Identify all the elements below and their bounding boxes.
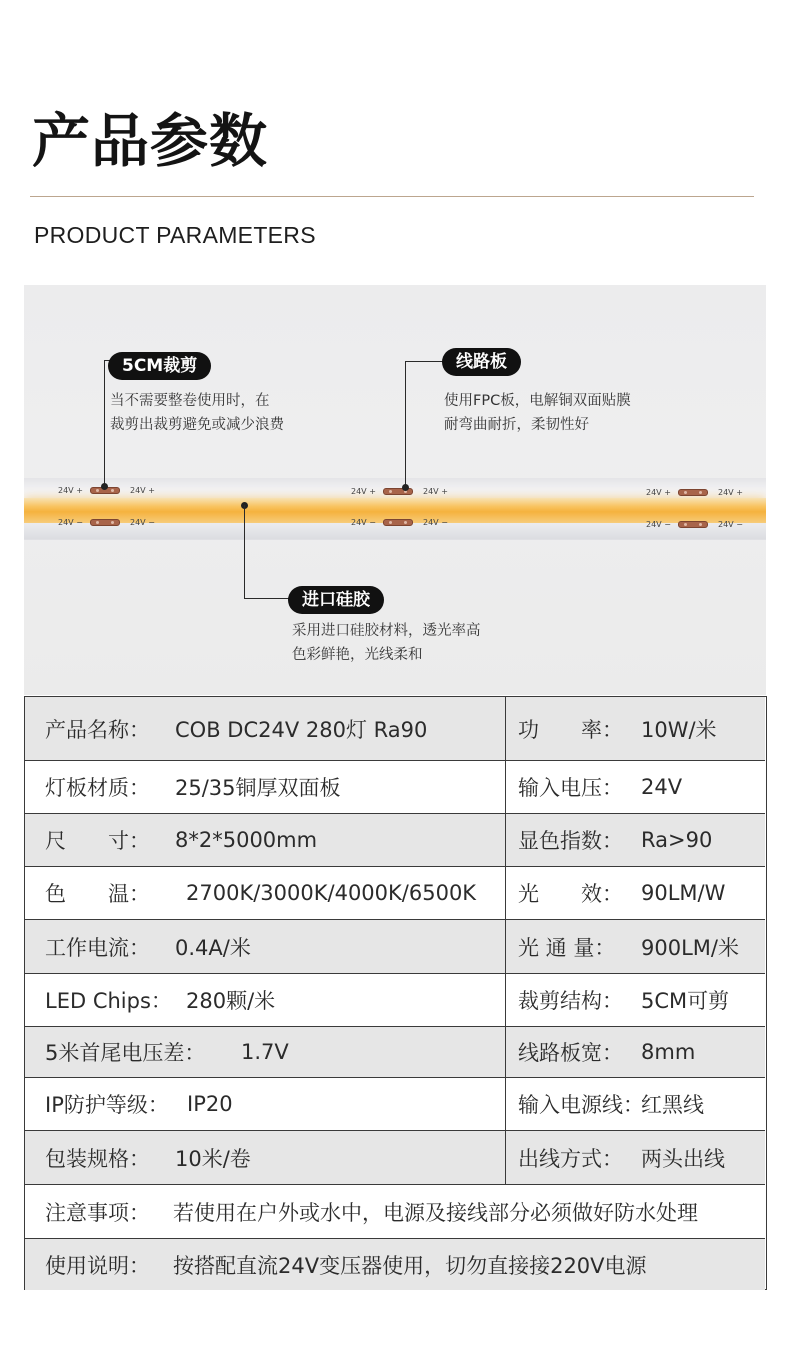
callout-desc-cutting-line1: 当不需要整卷使用时，在 bbox=[110, 393, 270, 409]
spec-row bbox=[25, 973, 765, 1026]
spec-value: COB DC24V 280灯 Ra90 bbox=[175, 717, 428, 742]
pad-label-minus: 24V − bbox=[718, 520, 743, 529]
spec-label: 产品名称： bbox=[45, 717, 150, 742]
callout-leader-line bbox=[244, 598, 292, 599]
spec-row bbox=[25, 919, 765, 973]
pad-label-minus: 24V − bbox=[58, 518, 83, 527]
solder-pad bbox=[90, 519, 120, 526]
callout-anchor-dot bbox=[101, 483, 108, 490]
spec-label: 光 效： bbox=[518, 882, 623, 906]
page-title: 产品参数 bbox=[32, 107, 269, 175]
spec-value: 两头出线 bbox=[641, 1146, 725, 1171]
callout-desc-silicone-line1: 采用进口硅胶材料，透光率高 bbox=[292, 623, 481, 639]
title-divider bbox=[30, 196, 754, 197]
pad-label-plus: 24V + bbox=[130, 486, 155, 495]
spec-value: 10米/卷 bbox=[175, 1146, 251, 1171]
spec-value: 8mm bbox=[641, 1040, 696, 1064]
spec-value: 900LM/米 bbox=[641, 935, 739, 960]
spec-value: 25/35铜厚双面板 bbox=[175, 776, 341, 800]
column-divider bbox=[505, 974, 506, 1026]
note-value: 按搭配直流24V变压器使用，切勿直接接220V电源 bbox=[173, 1253, 647, 1278]
pad-label-minus: 24V − bbox=[130, 518, 155, 527]
spec-label: LED Chips： bbox=[45, 989, 172, 1013]
spec-note-row bbox=[25, 1238, 765, 1290]
spec-value: IP20 bbox=[187, 1092, 233, 1116]
spec-label: 输入电压： bbox=[518, 776, 623, 800]
column-divider bbox=[505, 920, 506, 973]
spec-table bbox=[24, 696, 767, 1290]
spec-label: 尺 寸： bbox=[45, 829, 150, 853]
callout-tag-silicone: 进口硅胶 bbox=[288, 586, 384, 614]
pad-label-minus: 24V − bbox=[351, 518, 376, 527]
callout-tag-circuit-board: 线路板 bbox=[442, 348, 521, 376]
solder-pad bbox=[383, 519, 413, 526]
spec-note-row bbox=[25, 1184, 765, 1238]
column-divider bbox=[505, 1027, 506, 1077]
pad-label-plus: 24V + bbox=[646, 488, 671, 497]
spec-value: 8*2*5000mm bbox=[175, 828, 318, 852]
spec-row bbox=[25, 1077, 765, 1130]
note-label: 使用说明： bbox=[45, 1253, 150, 1278]
pad-label-plus: 24V + bbox=[58, 486, 83, 495]
callout-desc-circuit-line1: 使用FPC板，电解铜双面贴膜 bbox=[444, 393, 631, 409]
spec-value: 5CM可剪 bbox=[641, 989, 730, 1013]
spec-value: 红黑线 bbox=[641, 1093, 704, 1117]
callout-desc-silicone-line2: 色彩鲜艳，光线柔和 bbox=[292, 647, 423, 663]
column-divider bbox=[505, 867, 506, 919]
callout-desc-cutting-line2: 裁剪出裁剪避免或减少浪费 bbox=[110, 417, 284, 433]
spec-row bbox=[25, 1130, 765, 1184]
spec-row bbox=[25, 813, 765, 866]
spec-value: 280颗/米 bbox=[186, 989, 276, 1013]
callout-leader-line bbox=[244, 505, 245, 598]
column-divider bbox=[505, 697, 506, 760]
callout-tag-cutting: 5CM裁剪 bbox=[108, 352, 211, 380]
spec-row bbox=[25, 1026, 765, 1077]
spec-label: IP防护等级： bbox=[45, 1093, 169, 1117]
solder-pad bbox=[678, 489, 708, 496]
solder-pad bbox=[678, 521, 708, 528]
spec-label: 输入电源线： bbox=[518, 1093, 644, 1117]
callout-leader-line bbox=[405, 361, 406, 489]
pad-label-plus: 24V + bbox=[423, 487, 448, 496]
callout-leader-line bbox=[405, 361, 445, 362]
spec-row bbox=[25, 760, 765, 813]
spec-row bbox=[25, 697, 765, 760]
spec-label: 裁剪结构： bbox=[518, 989, 623, 1013]
callout-anchor-dot bbox=[402, 484, 409, 491]
spec-label: 出线方式： bbox=[518, 1146, 623, 1171]
note-value: 若使用在户外或水中，电源及接线部分必须做好防水处理 bbox=[173, 1200, 698, 1225]
spec-label: 光 通 量： bbox=[518, 935, 616, 960]
note-label: 注意事项： bbox=[45, 1200, 150, 1225]
spec-label: 功 率： bbox=[518, 717, 623, 742]
spec-label: 色 温： bbox=[45, 882, 150, 906]
spec-value: 24V bbox=[641, 775, 683, 799]
column-divider bbox=[505, 814, 506, 866]
spec-value: 1.7V bbox=[241, 1040, 289, 1064]
spec-label: 灯板材质： bbox=[45, 776, 150, 800]
column-divider bbox=[505, 761, 506, 813]
spec-label: 线路板宽： bbox=[518, 1041, 623, 1065]
spec-label: 5米首尾电压差： bbox=[45, 1041, 206, 1065]
spec-value: 90LM/W bbox=[641, 881, 726, 905]
column-divider bbox=[505, 1078, 506, 1130]
pad-label-plus: 24V + bbox=[351, 487, 376, 496]
pad-label-minus: 24V − bbox=[423, 518, 448, 527]
led-strip-photo bbox=[24, 285, 766, 695]
callout-desc-circuit-line2: 耐弯曲耐折，柔韧性好 bbox=[444, 417, 589, 433]
spec-row bbox=[25, 866, 765, 919]
page-subtitle: PRODUCT PARAMETERS bbox=[34, 222, 316, 248]
pad-label-minus: 24V − bbox=[646, 520, 671, 529]
spec-value: 0.4A/米 bbox=[175, 935, 251, 960]
pad-label-plus: 24V + bbox=[718, 488, 743, 497]
spec-value: 10W/米 bbox=[641, 717, 717, 742]
spec-label: 工作电流： bbox=[45, 935, 150, 960]
callout-leader-line bbox=[104, 360, 105, 488]
spec-value: Ra>90 bbox=[641, 828, 713, 852]
spec-label: 包装规格： bbox=[45, 1146, 150, 1171]
column-divider bbox=[505, 1131, 506, 1184]
spec-value: 2700K/3000K/4000K/6500K bbox=[186, 881, 477, 905]
spec-label: 显色指数： bbox=[518, 829, 623, 853]
